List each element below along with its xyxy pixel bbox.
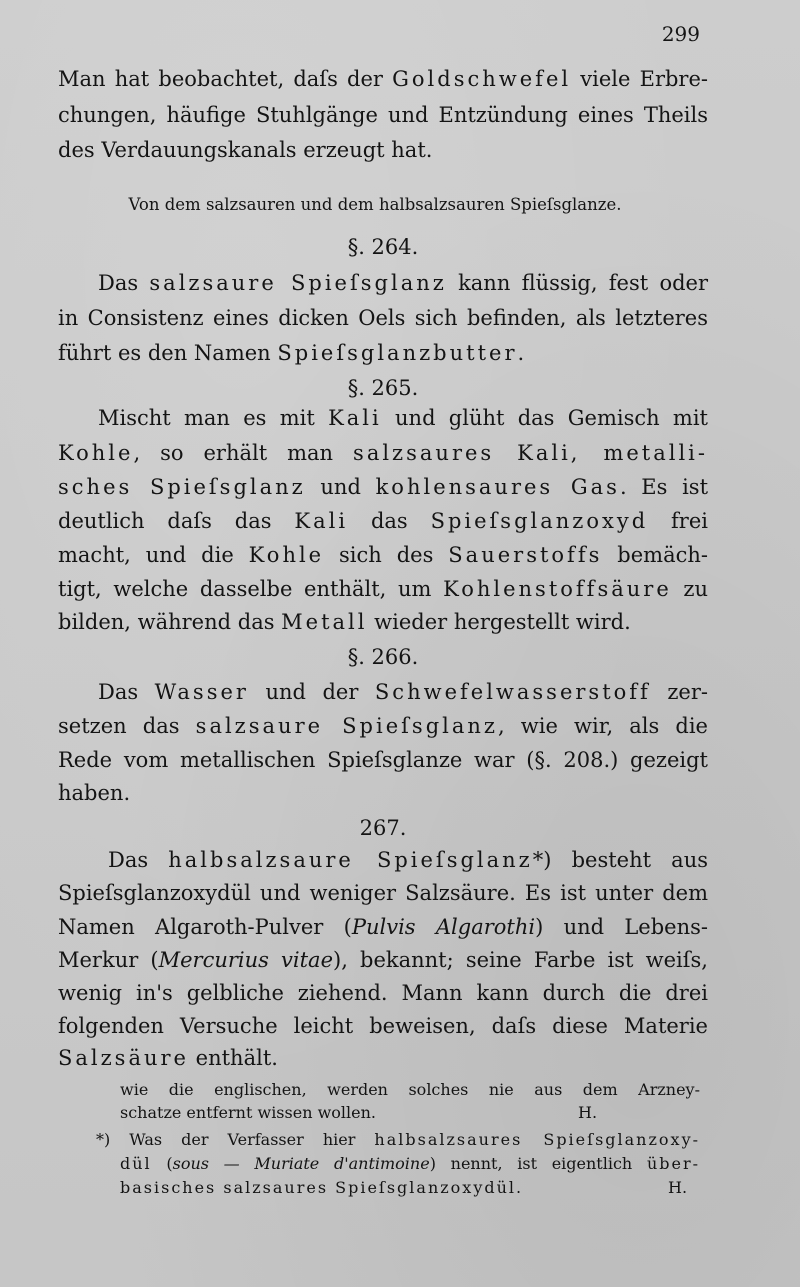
s267-line-4: Merkur (Mercurius vitae), bekannt; seine Farbe ist weiſs, [58, 948, 708, 972]
section-heading: Von dem salzsauren und dem halbsalzsauren Spieſsglanze. [128, 195, 622, 214]
s265-line-2: Kohle, so erhält man salzsaures Kali, metalli- [58, 441, 708, 465]
section-264-number: §. 264. [347, 235, 419, 259]
s264-line-3: führt es den Namen Spieſsglanzbutter. [58, 341, 525, 365]
footnote-cont-line-2: schatze entfernt wissen wollen. [120, 1103, 377, 1122]
section-265-number: §. 265. [347, 376, 419, 400]
s265-line-1: Mischt man es mit Kali und glüht das Gemisch mit [98, 406, 708, 430]
s265-line-4: deutlich daſs das Kali das Spieſsglanzoxyd frei [58, 509, 708, 533]
footnote-line-3: basisches salzsaures Spieſsglanzoxydül. [120, 1178, 522, 1197]
emphasis-goldschwefel: Goldschwefel [392, 67, 572, 91]
s265-line-3: sches Spieſsglanz und kohlensaures Gas. Es ist [58, 475, 709, 499]
s266-line-4: haben. [58, 781, 131, 805]
intro-line-2: chungen, häufige Stuhlgänge und Entzündung eines Theils [58, 103, 708, 127]
s265-line-7: bilden, während das Metall wieder hergestellt wird. [58, 610, 631, 634]
intro-line-1: Man hat beobachtet, daſs der Goldschwefel viele Erbre- [58, 67, 708, 91]
footnote-line-1: *) Was der Verfasser hier halbsalzsaures Spieſsglanzoxy- [96, 1130, 701, 1149]
s266-line-2: setzen das salzsaure Spieſsglanz, wie wir, als die [58, 714, 708, 738]
footnote-cont-line-1: wie die englischen, werden solches nie aus dem Arzney- [120, 1080, 700, 1099]
s267-line-6: folgenden Versuche leicht beweisen, daſs diese Materie [58, 1014, 708, 1038]
footnote-signature: H. [668, 1178, 688, 1197]
s267-line-3: Namen Algaroth-Pulver (Pulvis Algarothi) und Lebens- [58, 915, 708, 939]
s264-line-1: Das salzsaure Spieſsglanz kann flüssig, fest oder [98, 271, 708, 295]
s267-line-1: Das halbsalzsaure Spieſsglanz*) besteht aus [108, 848, 708, 872]
page-number: 299 [661, 22, 700, 46]
s267-line-7: Salzsäure enthält. [58, 1046, 278, 1070]
section-267-number: 267. [359, 816, 407, 840]
s267-line-5: wenig in's gelbliche ziehend. Mann kann durch die drei [58, 981, 708, 1005]
s264-line-2: in Consistenz eines dicken Oels sich befinden, als letzteres [58, 306, 708, 330]
s265-line-5: macht, und die Kohle sich des Sauerstoffs bemäch- [58, 543, 708, 567]
s265-line-6: tigt, welche dasselbe enthält, um Kohlenstoffsäure zu [58, 577, 708, 601]
footnote-cont-signature: H. [578, 1103, 598, 1122]
s266-line-1: Das Wasser und der Schwefelwasserstoff zer- [98, 680, 708, 704]
s266-line-3: Rede vom metallischen Spieſsglanze war (§. 208.) gezeigt [58, 748, 708, 772]
s267-line-2: Spieſsglanzoxydül und weniger Salzsäure. Es ist unter dem [58, 881, 708, 905]
section-266-number: §. 266. [347, 645, 419, 669]
footnote-line-2: dül (sous — Muriate d'antimoine) nennt, ist eigentlich über- [120, 1154, 701, 1173]
intro-line-3: des Verdauungskanals erzeugt hat. [58, 138, 433, 162]
